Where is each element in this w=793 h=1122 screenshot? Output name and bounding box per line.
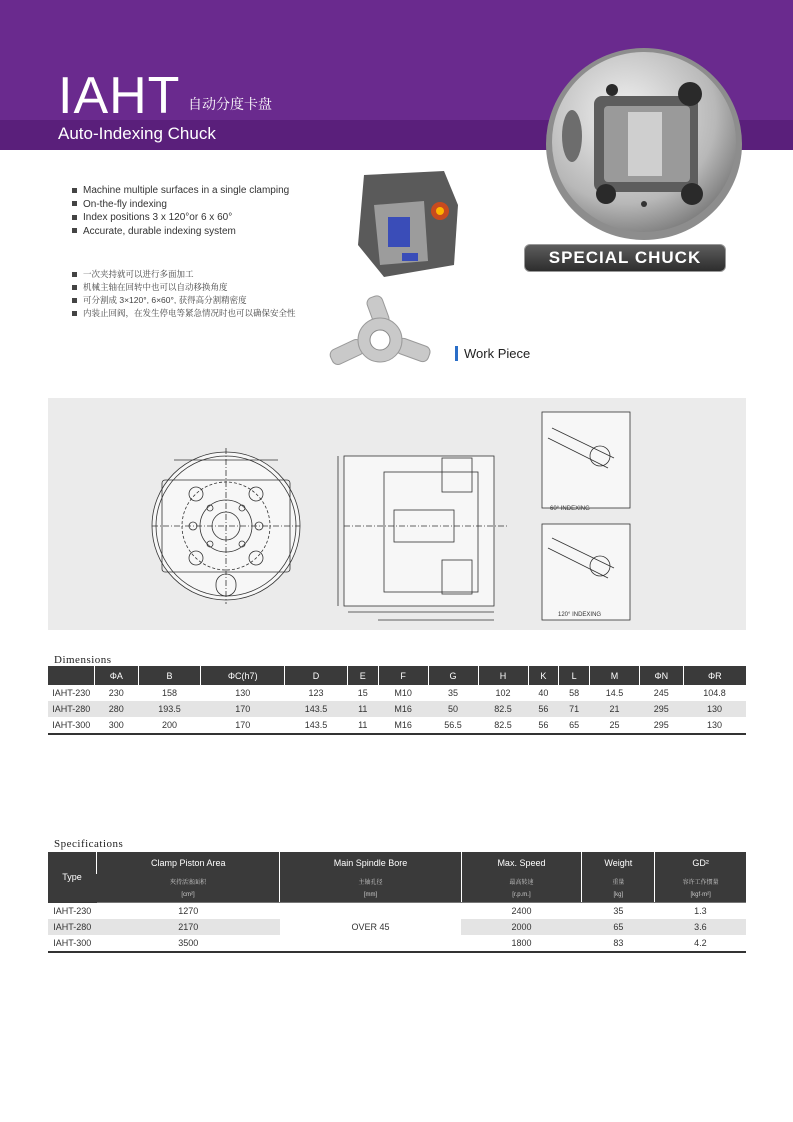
feature-item-cn: 机械主轴在回转中也可以自动移换角度 (72, 281, 296, 294)
chuck-photo (532, 44, 742, 244)
spec-header: GD² (655, 852, 746, 874)
table-cell: 2170 (97, 919, 280, 935)
table-cell: 11 (347, 701, 378, 717)
table-cell: 170 (201, 701, 285, 717)
table-row (48, 701, 746, 717)
spec-header: Max. Speed (461, 852, 582, 874)
dim-header: H (478, 666, 528, 685)
bullet-icon (72, 272, 77, 277)
bullet-icon (72, 188, 77, 193)
table-cell: M10 (394, 688, 412, 698)
table-cell: 82.5 (478, 701, 528, 717)
dim-header: L (559, 666, 590, 685)
table-cell: IAHT-280 (48, 919, 97, 935)
table-cell: 102 (495, 688, 511, 698)
dim-header: F (378, 666, 428, 685)
table-cell: IAHT-280 (48, 701, 95, 717)
table-cell: M16 (378, 717, 428, 734)
dimensions-header-row (48, 666, 746, 685)
table-cell: 245 (653, 688, 669, 698)
table-cell: 200 (138, 717, 201, 734)
dim-header: ΦC(h7) (201, 666, 285, 685)
spec-unit: [kg] (582, 888, 655, 903)
table-row (48, 717, 746, 734)
product-title-cn: 自动分度卡盘 (188, 96, 272, 112)
table-cell: 71 (559, 701, 590, 717)
table-cell: 2400 (511, 906, 532, 916)
table-cell: 3.6 (655, 919, 746, 935)
spec-subheader-cn: 夾持活塞面积 (97, 874, 280, 888)
table-cell: 143.5 (285, 717, 348, 734)
table-cell: 130 (683, 717, 746, 734)
chuck-cutaway-illustration (354, 165, 462, 283)
spec-header: Main Spindle Bore (280, 852, 461, 874)
table-cell: 1270 (178, 906, 199, 916)
dim-header: G (428, 666, 478, 685)
table-cell: 50 (428, 701, 478, 717)
table-cell: 143.5 (285, 701, 348, 717)
dim-header: ΦA (95, 666, 139, 685)
dim-header: ΦN (640, 666, 684, 685)
table-cell: 158 (161, 688, 177, 698)
specifications-title: Specifications (54, 838, 124, 850)
feature-item: Machine multiple surfaces in a single clamping (72, 184, 289, 198)
spec-header: Clamp Piston Area (97, 852, 280, 874)
table-cell: IAHT-300 (48, 935, 97, 952)
table-cell: 3500 (97, 935, 280, 952)
dim-header-type (48, 666, 95, 685)
dim-header: ΦR (683, 666, 746, 685)
table-cell: 104.8 (703, 688, 726, 698)
feature-item-cn: 内装止回阀，在发生停电等紧急情况时也可以确保安全性 (72, 307, 296, 320)
table-cell: 295 (640, 701, 684, 717)
feature-item-cn: 可分割成 3×120°, 6×60°, 获得高分割精密度 (72, 294, 296, 307)
spec-unit-row (48, 888, 746, 903)
dimensions-title: Dimensions (54, 654, 112, 666)
bullet-icon (72, 298, 77, 303)
table-cell: 25 (590, 717, 640, 734)
spindle-bore-cell: OVER 45 (280, 903, 461, 953)
features-chinese (72, 268, 296, 320)
spec-unit: [cm²] (97, 888, 280, 903)
table-cell: M16 (378, 701, 428, 717)
table-cell: 83 (582, 935, 655, 952)
table-cell: 11 (347, 717, 378, 734)
table-cell: 15 (357, 688, 368, 698)
table-row (48, 685, 746, 701)
spec-header-type: Type (48, 852, 97, 903)
spec-unit: [mm] (280, 888, 461, 903)
spec-subheader-cn: 容许工作惯量 (655, 874, 746, 888)
spec-header: Weight (582, 852, 655, 874)
bullet-icon (72, 228, 77, 233)
table-cell: 280 (95, 701, 139, 717)
product-title: IAHT (58, 67, 181, 125)
table-cell: 295 (640, 717, 684, 734)
bullet-icon (72, 201, 77, 206)
spec-unit: [r.p.m.] (461, 888, 582, 903)
dim-header: M (590, 666, 640, 685)
table-cell: 1800 (461, 935, 582, 952)
specifications-table (48, 852, 746, 953)
table-cell: 300 (95, 717, 139, 734)
special-chuck-badge: SPECIAL CHUCK (524, 244, 726, 272)
feature-item: Index positions 3 x 120°or 6 x 60° (72, 211, 289, 225)
table-cell: 56 (528, 717, 559, 734)
table-cell: IAHT-300 (48, 717, 95, 734)
spec-header-row (48, 852, 746, 874)
spec-subheader-cn: 主轴孔径 (280, 874, 461, 888)
dim-header: K (528, 666, 559, 685)
indexing-60-label: 60° INDEXING (550, 506, 590, 512)
table-cell: 1.3 (694, 906, 707, 916)
table-cell: 14.5 (605, 688, 624, 698)
dim-header: B (138, 666, 201, 685)
indexing-120-label: 120° INDEXING (558, 612, 602, 618)
table-cell: 56.5 (428, 717, 478, 734)
feature-item-cn: 一次夹持就可以进行多面加工 (72, 268, 296, 281)
technical-drawing-area (48, 398, 746, 630)
table-cell: 58 (569, 688, 580, 698)
table-cell: IAHT-230 (52, 688, 91, 698)
features-english (72, 184, 289, 238)
table-cell: 65 (559, 717, 590, 734)
table-cell: 35 (613, 906, 624, 916)
work-piece-illustration (326, 290, 434, 380)
table-cell: 21 (590, 701, 640, 717)
table-cell: 170 (201, 717, 285, 734)
table-row (48, 903, 746, 920)
table-cell: 35 (448, 688, 459, 698)
table-cell: 40 (538, 688, 549, 698)
bullet-icon (72, 285, 77, 290)
dimensions-table (48, 666, 746, 735)
table-cell: IAHT-230 (53, 905, 92, 916)
table-cell: 123 (308, 688, 324, 698)
table-cell: 130 (235, 688, 251, 698)
spec-subheader-cn: 最高转速 (461, 874, 582, 888)
spec-unit: [kgf·m²] (655, 888, 746, 903)
bullet-icon (72, 215, 77, 220)
table-cell: 56 (528, 701, 559, 717)
table-cell: 230 (108, 688, 124, 698)
feature-item: Accurate, durable indexing system (72, 225, 289, 239)
work-piece-label: Work Piece (455, 346, 530, 361)
table-cell: 193.5 (138, 701, 201, 717)
table-cell: 130 (683, 701, 746, 717)
spec-subheader-cn: 重量 (582, 874, 655, 888)
table-cell: 4.2 (655, 935, 746, 952)
table-cell: 65 (582, 919, 655, 935)
dim-header: D (285, 666, 348, 685)
dim-header: E (347, 666, 378, 685)
spec-subheader-row (48, 874, 746, 888)
front-view-drawing (48, 398, 746, 630)
table-cell: 2000 (461, 919, 582, 935)
table-cell: 82.5 (478, 717, 528, 734)
product-subtitle: Auto-Indexing Chuck (58, 124, 216, 143)
bullet-icon (72, 311, 77, 316)
feature-item: On-the-fly indexing (72, 198, 289, 212)
